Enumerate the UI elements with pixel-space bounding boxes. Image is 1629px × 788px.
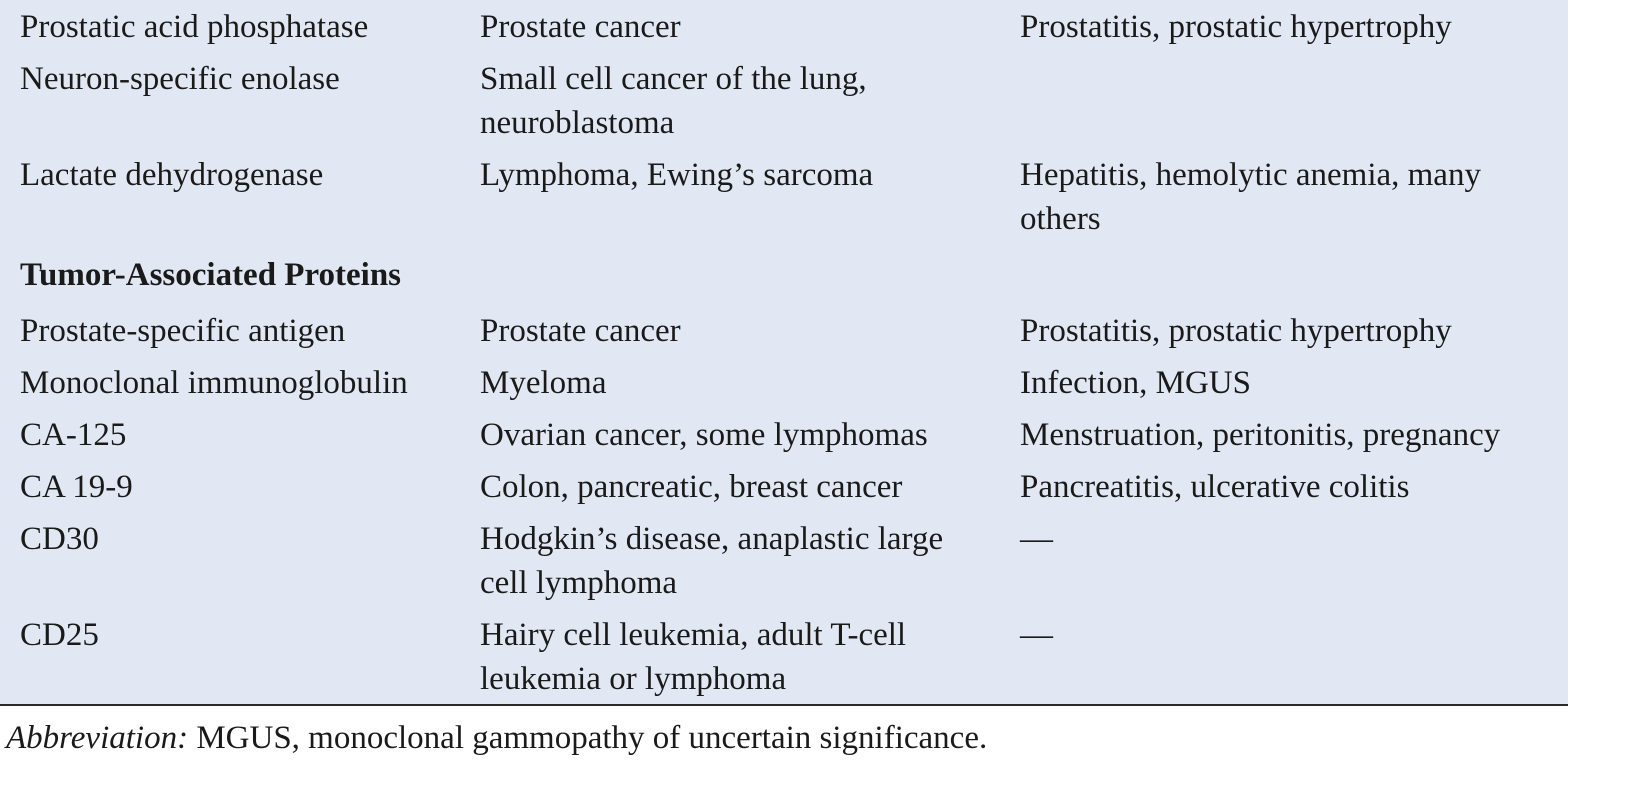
other-condition-cell: — xyxy=(1020,521,1053,557)
other-condition-cell: — xyxy=(1020,617,1053,653)
other-condition-cell: Pancreatitis, ulcerative colitis xyxy=(1020,469,1410,505)
table-bottom-rule xyxy=(0,704,1568,706)
other-condition-cell-line1: Hepatitis, hemolytic anemia, many xyxy=(1020,157,1481,193)
other-condition-cell-line2: others xyxy=(1020,201,1101,237)
marker-cell: Prostatic acid phosphatase xyxy=(20,9,369,45)
marker-cell: Lactate dehydrogenase xyxy=(20,157,324,193)
cancer-cell-line1: Hodgkin’s disease, anaplastic large xyxy=(480,521,944,557)
cancer-cell: Colon, pancreatic, breast cancer xyxy=(480,469,903,505)
cancer-cell-line2: neuroblastoma xyxy=(480,105,675,141)
marker-cell: CD25 xyxy=(20,617,99,653)
cancer-cell: Prostate cancer xyxy=(480,9,681,45)
cancer-cell-line1: Hairy cell leukemia, adult T-cell xyxy=(480,617,907,653)
cancer-cell-line2: leukemia or lymphoma xyxy=(480,661,787,697)
cancer-cell-line1: Small cell cancer of the lung, xyxy=(480,61,867,97)
table-footnote xyxy=(6,716,987,760)
marker-cell: Prostate-specific antigen xyxy=(20,313,346,349)
marker-cell: CA 19-9 xyxy=(20,469,133,505)
other-condition-cell: Infection, MGUS xyxy=(1020,365,1251,401)
cancer-cell: Lymphoma, Ewing’s sarcoma xyxy=(480,157,874,193)
marker-cell: CA-125 xyxy=(20,417,127,453)
marker-cell: Monoclonal immunoglobulin xyxy=(20,365,408,401)
marker-cell: Neuron-specific enolase xyxy=(20,61,340,97)
cancer-cell-line2: cell lymphoma xyxy=(480,565,678,601)
other-condition-cell: Prostatitis, prostatic hypertrophy xyxy=(1020,9,1452,45)
cancer-cell: Ovarian cancer, some lymphomas xyxy=(480,417,928,453)
footnote-label: Abbreviation: xyxy=(6,720,189,756)
cancer-cell: Myeloma xyxy=(480,365,607,401)
cancer-cell: Prostate cancer xyxy=(480,313,681,349)
other-condition-cell: Menstruation, peritonitis, pregnancy xyxy=(1020,417,1501,453)
marker-cell: CD30 xyxy=(20,521,99,557)
footnote-text: MGUS, monoclonal gammopathy of uncertain significance. xyxy=(188,720,988,756)
section-heading: Tumor-Associated Proteins xyxy=(20,257,402,293)
other-condition-cell: Prostatitis, prostatic hypertrophy xyxy=(1020,313,1452,349)
